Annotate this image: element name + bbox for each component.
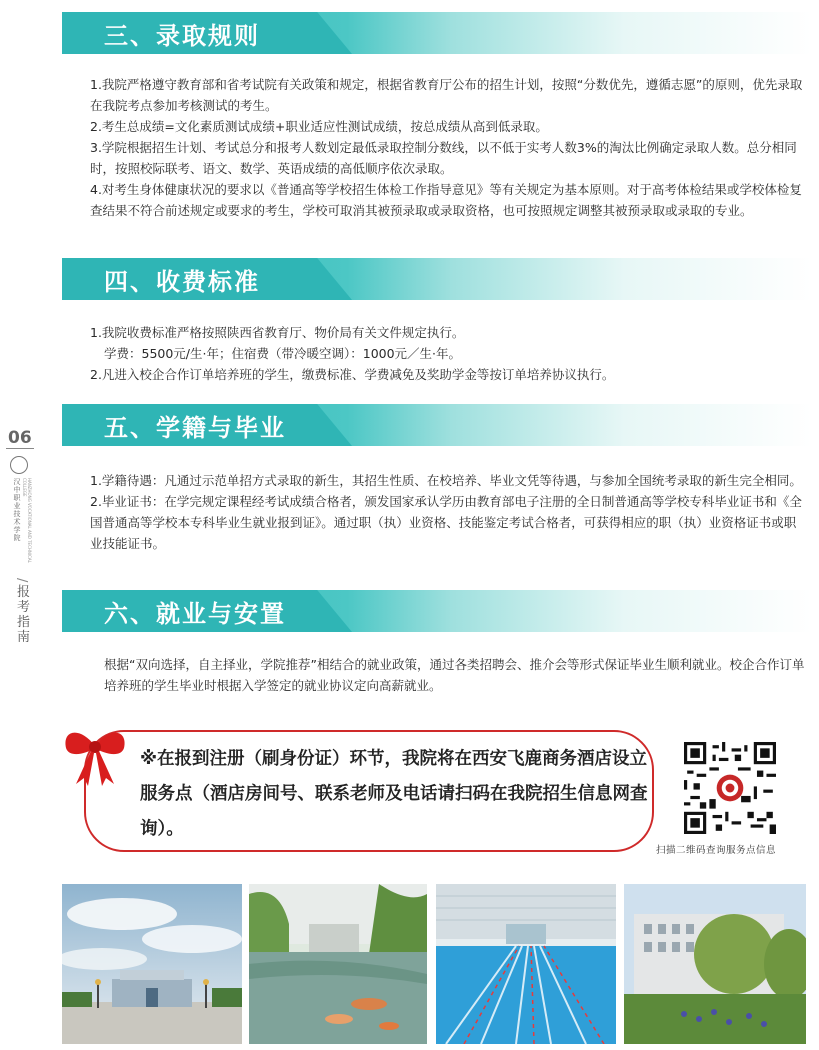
side-school-name-en: HANZHONG VOCATIONAL AND TECHNICAL COLLEGE: [22, 478, 32, 563]
side-slash: /: [14, 578, 29, 585]
section-title-employment: 六、就业与安置: [104, 600, 286, 628]
page-number-divider: [6, 448, 34, 449]
section-title-status: 五、学籍与毕业: [104, 414, 286, 442]
lake-with-willows-photo: [249, 884, 427, 1044]
side-strip: [0, 0, 42, 1050]
indoor-swimming-pool-photo: [436, 884, 616, 1044]
section-title-fees: 四、收费标准: [104, 268, 260, 296]
qr-caption: 扫描二维码查询服务点信息: [656, 845, 777, 856]
paragraph: 2.考生总成绩=文化素质测试成绩+职业适应性测试成绩，按总成绩从高到低录取。: [90, 119, 548, 134]
section-banner-fees: [62, 258, 812, 300]
paragraph: 4.对考生身体健康状况的要求以《普通高等学校招生体检工作指导意见》等有关规定为基本原则。对于高考体检结果或学校体检复查结果不符合前述规定或要求的考生，学校可取消其被预录取或录取资格，也可按照规定调整其被预录取或录取的专业。: [90, 182, 802, 218]
ribbon-bow-icon: [58, 720, 132, 788]
school-logo-icon: [10, 456, 28, 474]
paragraph: 根据“双向选择，自主择业，学院推荐”相结合的就业政策，通过各类招聘会、推介会等形式保证毕业生顺利就业。校企合作订单培养班的学生毕业时根据入学签定的就业协议定向高薪就业。: [104, 657, 805, 693]
section-banner-admission: [62, 12, 812, 54]
paragraph: 3.学院根据招生计划、考试总分和报考人数划定最低录取控制分数线，以不低于实考人数3%的淘汰比例确定录取人数。总分相同时，按照校际联考、语文、数学、英语成绩的高低顺序依次录取。: [90, 140, 797, 176]
campus-gate-photo: [62, 884, 242, 1044]
qr-code-icon[interactable]: [684, 742, 776, 834]
paragraph: 2.毕业证书：在学完规定课程经考试成绩合格者，颁发国家承认学历由教育部电子注册的全日制普通高等学校专科毕业证书和《全国普通高等学校本专科毕业生就业报到证》。通过职（执）业资格、技能鉴定考试合格者，可获得相应的职（执）业资格证书或职业技能证书。: [90, 494, 802, 551]
paragraph: 2.凡进入校企合作订单培养班的学生，缴费标准、学费减免及奖助学金等按订单培养协议执行。: [90, 367, 615, 382]
side-guide-title: [12, 578, 31, 644]
notice-text: ※在报到注册（刷身份证）环节，我院将在西安飞鹿商务酒店设立服务点（酒店房间号、联系老师及电话请扫码在我院招生信息网查询）。: [140, 749, 648, 839]
section-body-fees: [90, 322, 806, 385]
section-title-admission: 三、录取规则: [104, 22, 260, 50]
paragraph: 1.学籍待遇：凡通过示范单招方式录取的新生，其招生性质、在校培养、毕业文凭等待遇，与参加全国统考录取的新生完全相同。: [90, 473, 802, 488]
section-body-admission: [90, 74, 806, 221]
section-body-status: [90, 470, 806, 554]
campus-building-with-trees-photo: [624, 884, 806, 1044]
page-number: 06: [8, 428, 32, 448]
paragraph: 学费：5500元/生·年；住宿费（带冷暖空调）：1000元／生·年。: [104, 346, 462, 361]
section-body-employment: [90, 654, 806, 696]
side-guide-text: 报考指南: [14, 584, 29, 645]
section-banner-employment: [62, 590, 812, 632]
paragraph: 1.我院严格遵守教育部和省考试院有关政策和规定，根据省教育厅公布的招生计划，按照“分数优先，遵循志愿”的原则，优先录取在我院考点参加考核测试的考生。: [90, 77, 803, 113]
side-school-name: 汉中职业技术学院: [13, 478, 21, 542]
section-banner-status: [62, 404, 812, 446]
paragraph: 1.我院收费标准严格按照陕西省教育厅、物价局有关文件规定执行。: [90, 325, 465, 340]
